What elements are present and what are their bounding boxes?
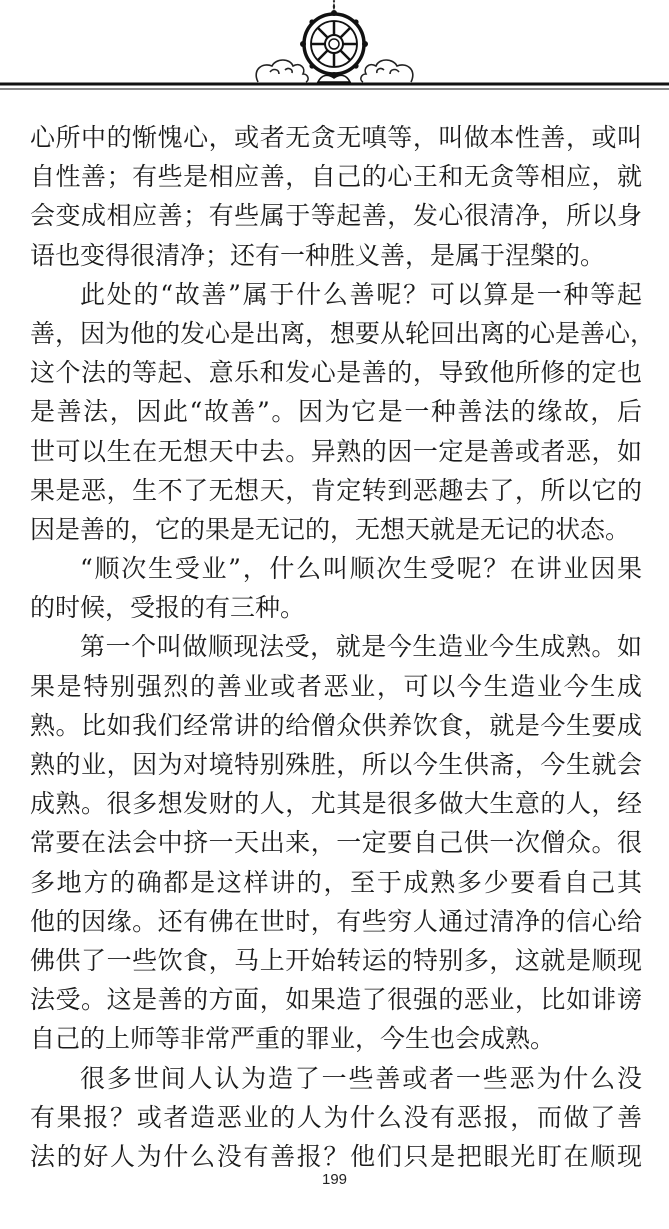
text-line: 世可以生在无想天中去。异熟的因一定是善或者恶，如 bbox=[30, 436, 642, 466]
header-ornament bbox=[0, 0, 669, 100]
text-line: 他的因缘。还有佛在世时，有些穷人通过清净的信心给 bbox=[30, 906, 642, 936]
text-line: 心所中的惭愧心，或者无贪无嗔等，叫做本性善，或叫 bbox=[30, 123, 642, 152]
text-line: 是善法，因此“故善”。因为它是一种善法的缘故，后 bbox=[30, 397, 642, 427]
text-line: 熟的业，因为对境特别殊胜，所以今生供斋，今生就会 bbox=[30, 750, 642, 779]
ornament-line bbox=[0, 84, 669, 89]
text-line: 有果报？或者造恶业的人为什么没有恶报，而做了善 bbox=[30, 1102, 642, 1132]
text-line: 法受。这是善的方面，如果造了很强的恶业，比如诽谤 bbox=[30, 985, 642, 1015]
text-line: 多地方的确都是这样讲的，至于成熟多少要看自己其 bbox=[30, 867, 642, 897]
text-line: 自己的上师等非常严重的罪业，今生也会成熟。 bbox=[30, 1024, 556, 1054]
text-line: 因是善的，它的果是无记的，无想天就是无记的状态。 bbox=[30, 514, 631, 544]
text-line: 善，因为他的发心是出离，想要从轮回出离的心是善心， bbox=[30, 318, 656, 348]
text-line: 果是特别强烈的善业或者恶业，可以今生造业今生成 bbox=[30, 671, 642, 701]
text-line: 熟。比如我们经常讲的给僧众供养饮食，就是今生要成 bbox=[30, 710, 642, 740]
text-line: 常要在法会中挤一天出来，一定要自己供一次僧众。很 bbox=[30, 828, 642, 858]
text-line: “顺次生受业”，什么叫顺次生受呢？在讲业因果 bbox=[80, 554, 642, 584]
text-line: 自性善；有些是相应善，自己的心王和无贪等相应，就 bbox=[30, 162, 642, 192]
text-line: 此处的“故善”属于什么善呢？可以算是一种等起 bbox=[80, 279, 642, 309]
text-line: 成熟。很多想发财的人，尤其是很多做大生意的人，经 bbox=[30, 789, 642, 819]
text-line: 第一个叫做顺现法受，就是今生造业今生成熟。如 bbox=[80, 632, 642, 662]
page-number: 199 bbox=[321, 1171, 348, 1188]
text-line: 这个法的等起、意乐和发心是善的，导致他所修的定也 bbox=[30, 358, 642, 388]
text-line: 的时候，受报的有三种。 bbox=[30, 593, 306, 623]
dharma-wheel-icon bbox=[300, 0, 368, 82]
text-line: 会变成相应善；有些属于等起善，发心很清净，所以身 bbox=[30, 201, 642, 231]
text-line: 法的好人为什么没有善报？他们只是把眼光盯在顺现 bbox=[30, 1141, 642, 1171]
text-line: 语也变得很清净；还有一种胜义善，是属于涅槃的。 bbox=[30, 240, 606, 270]
text-line: 佛供了一些饮食，马上开始转运的特别多，这就是顺现 bbox=[30, 945, 642, 975]
text-line: 果是恶，生不了无想天，肯定转到恶趣去了，所以它的 bbox=[30, 475, 642, 505]
page-header bbox=[0, 0, 669, 100]
body-text bbox=[30, 118, 656, 1176]
text-line: 很多世间人认为造了一些善或者一些恶为什么没 bbox=[80, 1063, 642, 1093]
